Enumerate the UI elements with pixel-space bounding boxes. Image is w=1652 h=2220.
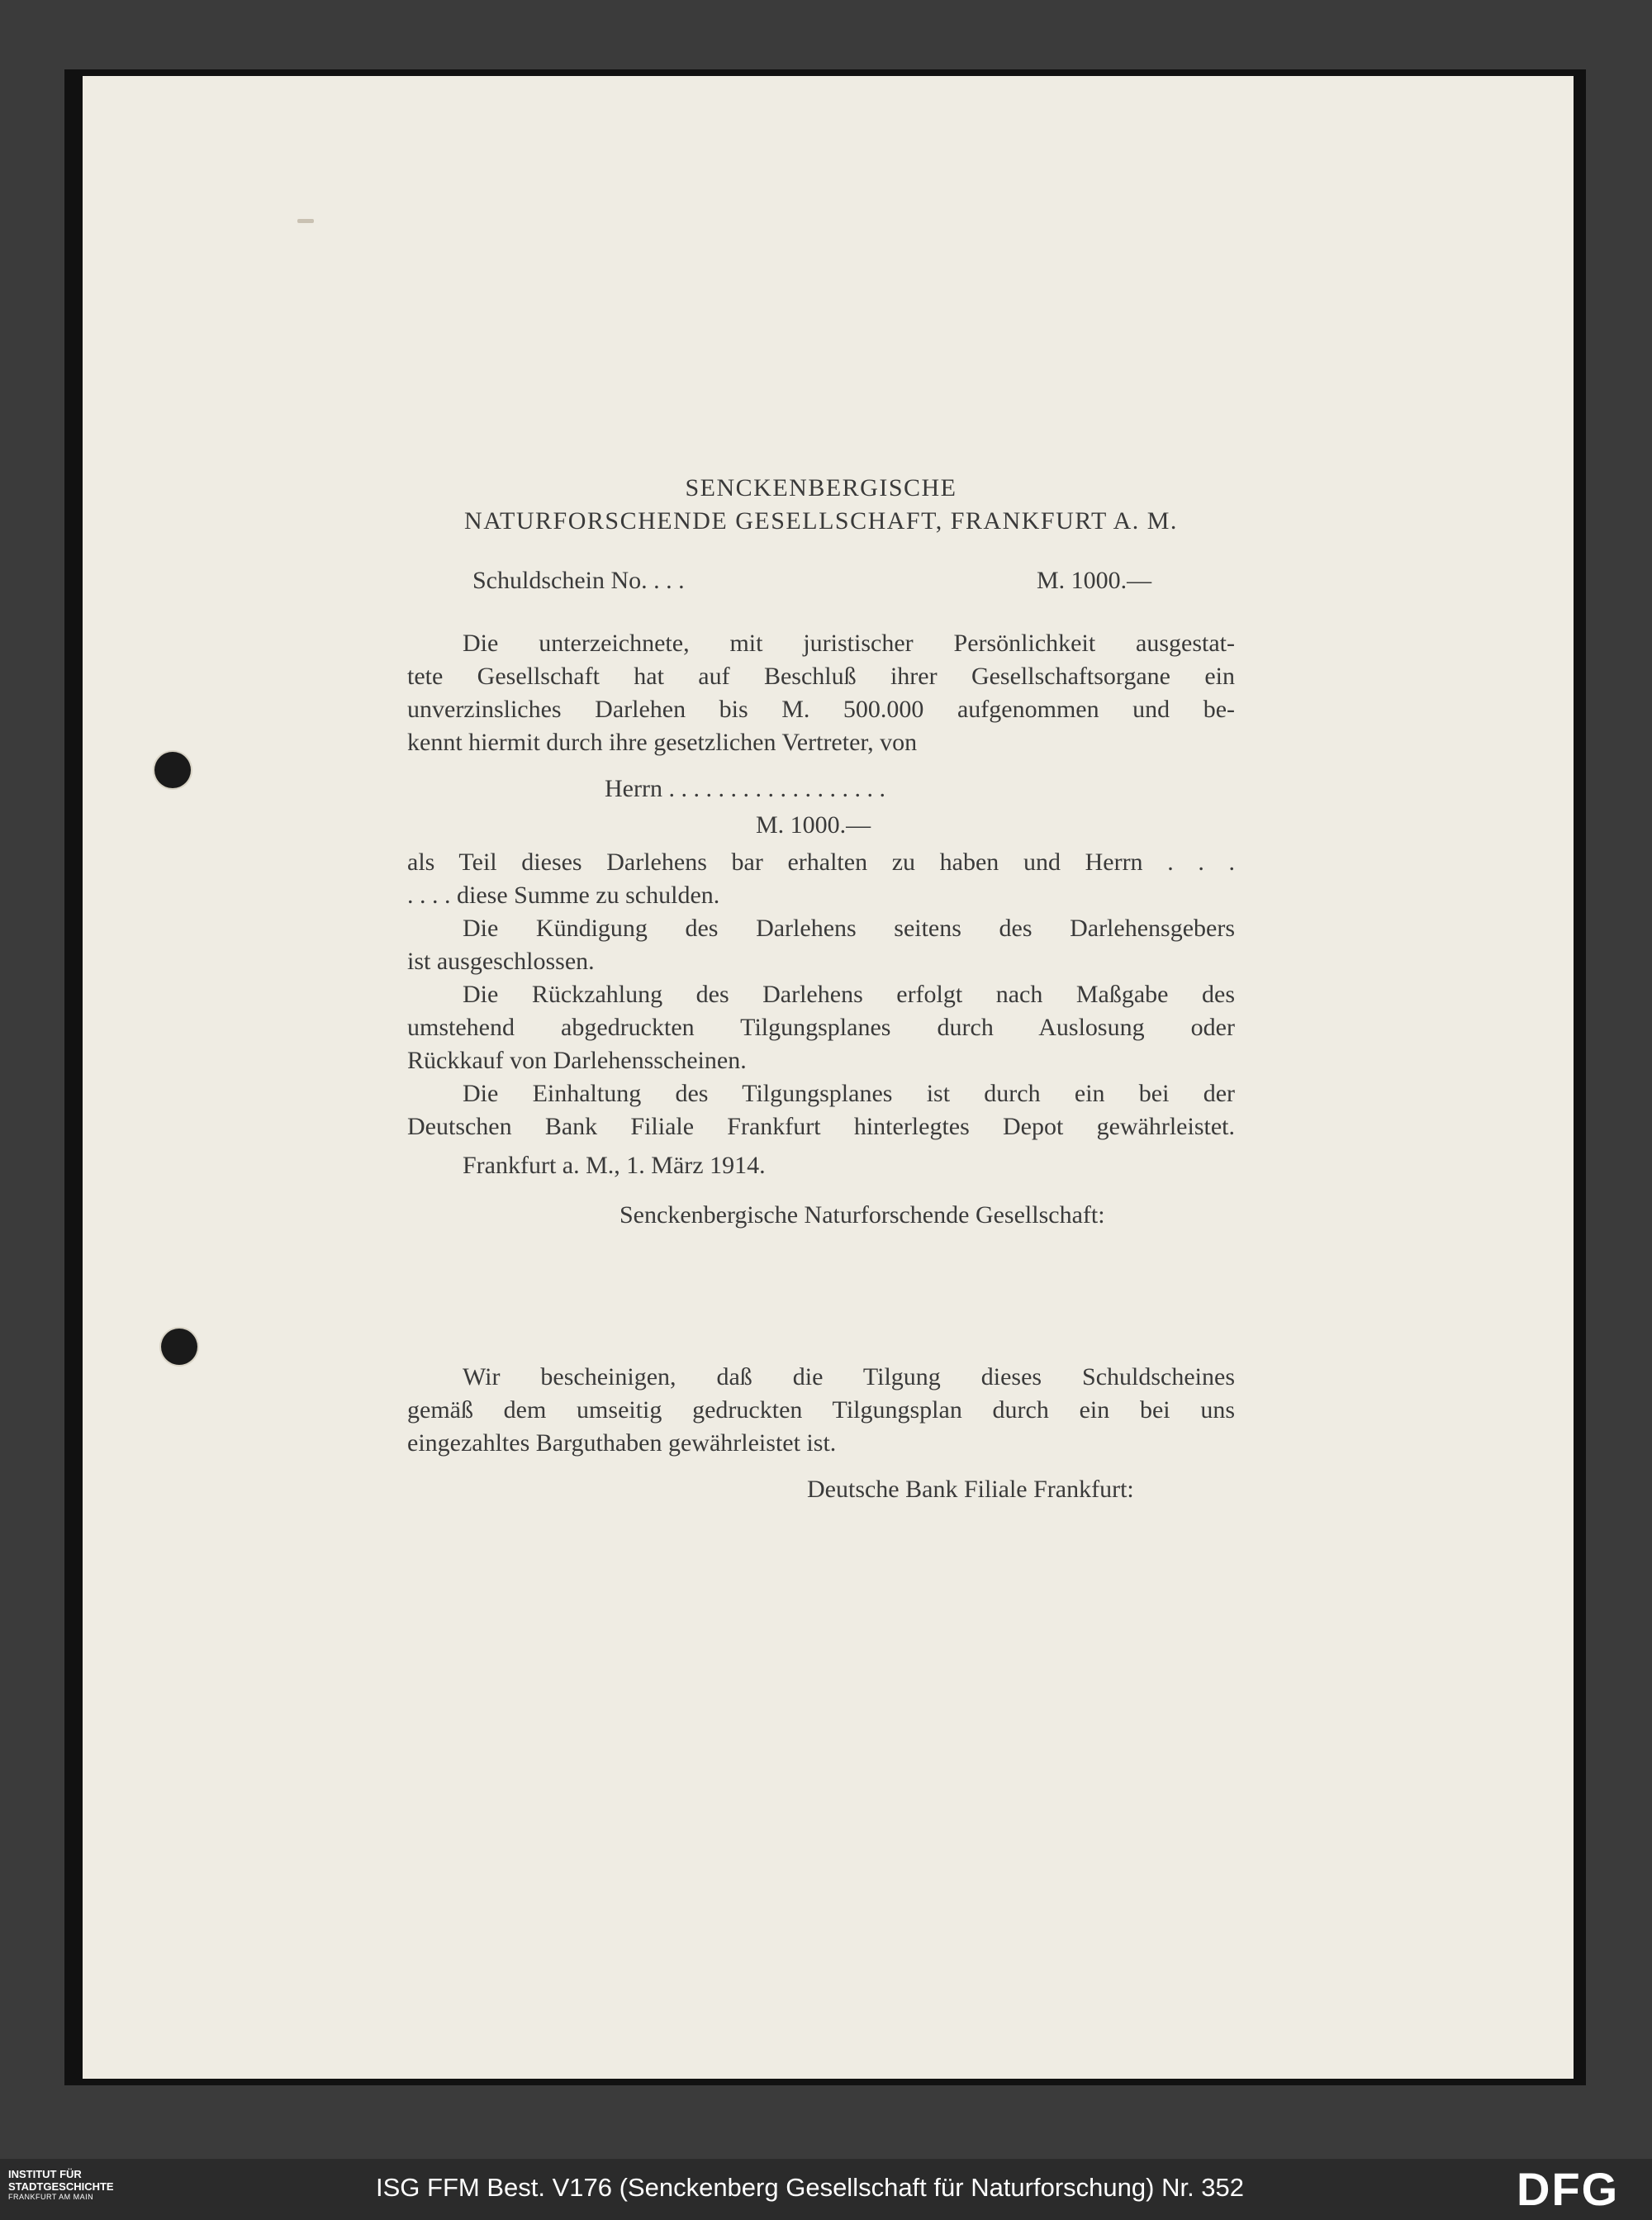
paragraph-4-line-2: umstehend abgedruckten Tilgungsplanes durch Auslosung oder — [407, 1014, 1235, 1041]
signature-bank: Deutsche Bank Filiale Frankfurt: — [807, 1476, 1134, 1503]
document-page — [83, 76, 1574, 2079]
paragraph-6-line-2: gemäß dem umseitig gedruckten Tilgungsplan durch ein bei uns — [407, 1396, 1235, 1424]
institute-line-3: FRANKFURT AM MAIN — [8, 2193, 94, 2201]
institute-logo — [8, 2168, 157, 2202]
paragraph-1-line-2: tete Gesellschaft hat auf Beschluß ihrer Gesellschaftsorgane ein — [407, 663, 1235, 690]
paragraph-3-line-1: Die Kündigung des Darlehens seitens des Darlehensgebers — [463, 915, 1235, 942]
paragraph-5-line-2: Deutschen Bank Filiale Frankfurt hinterlegtes Depot gewährleistet. — [407, 1113, 1235, 1140]
dfg-logo: DFG — [1517, 2163, 1620, 2215]
paragraph-1-line-1: Die unterzeichnete, mit juristischer Persönlichkeit ausgestat- — [463, 630, 1235, 657]
schuldschein-amount: M. 1000.— — [1037, 567, 1152, 594]
punch-hole-top — [154, 752, 191, 788]
herrn-line: Herrn . . . . . . . . . . . . . . . . . . — [605, 775, 885, 802]
punch-hole-bottom — [161, 1329, 197, 1365]
heading-society-subtitle: NATURFORSCHENDE GESELLSCHAFT, FRANKFURT A. M. — [464, 507, 1178, 535]
paragraph-4-line-1: Die Rückzahlung des Darlehens erfolgt nach Maßgabe des — [463, 981, 1235, 1008]
archive-caption: ISG FFM Best. V176 (Senckenberg Gesellschaft für Naturforschung) Nr. 352 — [376, 2173, 1245, 2202]
paragraph-3-line-2: ist ausgeschlossen. — [407, 948, 595, 975]
loan-amount: M. 1000.— — [756, 811, 871, 839]
paragraph-5-line-1: Die Einhaltung des Tilgungsplanes ist durch ein bei der — [463, 1080, 1235, 1107]
paragraph-4-line-3: Rückkauf von Darlehensscheinen. — [407, 1047, 747, 1074]
paragraph-1-line-4: kennt hiermit durch ihre gesetzlichen Vertreter, von — [407, 729, 918, 756]
paragraph-6-line-1: Wir bescheinigen, daß die Tilgung dieses Schuldscheines — [463, 1363, 1235, 1390]
paragraph-2-line-1: als Teil dieses Darlehens bar erhalten zu haben und Herrn . . . — [407, 849, 1235, 876]
paper-mark — [297, 219, 314, 223]
signature-society: Senckenbergische Naturforschende Gesellschaft: — [620, 1201, 1105, 1229]
paragraph-6-line-3: eingezahltes Barguthaben gewährleistet ist. — [407, 1429, 837, 1457]
heading-society-name: SENCKENBERGISCHE — [685, 474, 957, 502]
institute-line-2: STADTGESCHICHTE — [8, 2180, 114, 2193]
schuldschein-number-label: Schuldschein No. . . . — [472, 567, 685, 594]
paragraph-1-line-3: unverzinsliches Darlehen bis M. 500.000 aufgenommen und be- — [407, 696, 1235, 723]
date-line: Frankfurt a. M., 1. März 1914. — [463, 1152, 766, 1179]
paragraph-2-line-2: . . . . diese Summe zu schulden. — [407, 882, 720, 909]
institute-line-1: INSTITUT FÜR — [8, 2168, 82, 2180]
